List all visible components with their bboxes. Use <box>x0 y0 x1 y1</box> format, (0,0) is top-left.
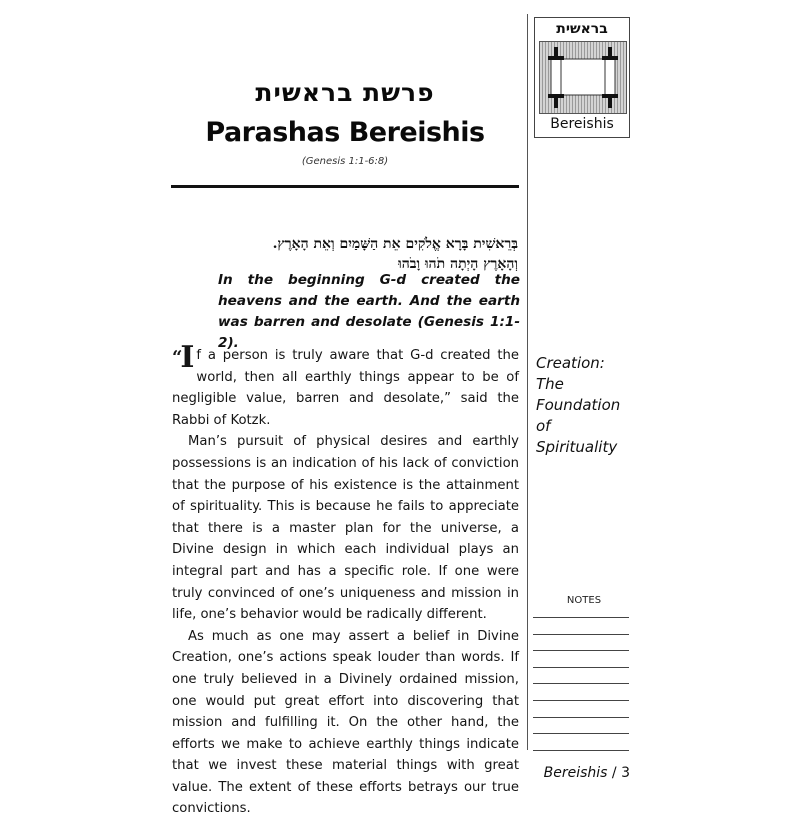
hebrew-verse-line-2: וְהָאָרֶץ הָיְתָה תֹהוּ וָבֹהוּ <box>398 256 518 272</box>
drop-cap-letter: I <box>180 340 195 375</box>
torah-scroll-icon <box>539 41 627 114</box>
notes-line <box>533 683 629 684</box>
paragraph-1 <box>172 340 519 431</box>
margin-heading-line: Spirituality <box>536 438 618 456</box>
margin-heading-line: Creation: <box>536 354 605 372</box>
page-title: Parashas Bereishis <box>205 117 485 148</box>
parsha-badge-english: Bereishis <box>550 116 614 132</box>
page-number: 3 <box>621 765 630 781</box>
paragraph-2: Man’s pursuit of physical desires and earthly possessions is an indication of his lack of conviction that the purpose of his existence is the attainment of spirituality. This is because he fails to appreciate that there is a master plan for the universe, a Divine design in which each individual plays an integral part and has a specific role. If one were truly convinced of one’s uniqueness and mission in life, one’s behavior would be radically different. <box>172 434 519 623</box>
scripture-reference: (Genesis 1:1-6:8) <box>301 156 389 167</box>
notes-line <box>533 700 629 701</box>
verse-translation: In the beginning G-d created the heavens and the earth. And the earth was barren and desolate (Genesis 1:1-2). <box>218 272 520 351</box>
margin-heading-line: of <box>536 417 551 435</box>
body-text <box>172 340 519 820</box>
footer-separator: / <box>607 765 622 781</box>
paragraph-3: As much as one may assert a belief in Divine Creation, one’s actions speak louder than words. If one truly believed in a Divinely ordained mission, one would put great effort into discovering that mission and fulfilling it. On the other hand, the efforts we make to achieve earthly things indicate that we invest these material things with great value. The extent of these efforts betrays our true convictions. <box>172 628 519 817</box>
drop-cap <box>172 340 195 375</box>
notes-line <box>533 667 629 668</box>
parsha-badge <box>534 17 630 138</box>
notes-label: NOTES <box>566 595 602 606</box>
opening-quote: “ <box>172 347 181 368</box>
notes-line <box>533 634 629 635</box>
hebrew-verse <box>218 234 518 274</box>
margin-heading <box>536 353 636 458</box>
hebrew-parsha-title: פרשת בראשית <box>255 78 435 107</box>
notes-line <box>533 733 629 734</box>
margin-heading-line: Foundation <box>536 396 621 414</box>
notes-line <box>533 650 629 651</box>
notes-line <box>533 717 629 718</box>
notes-line <box>533 750 629 751</box>
hebrew-verse-line-1: בְּרֵאשִׁית בָּרָא אֱלֹקִים אֵת הַשָּׁמַיִם וְאֵת הָאָרֶץ. <box>272 236 518 252</box>
notes-line <box>533 617 629 618</box>
title-divider <box>171 185 519 188</box>
margin-divider <box>527 14 528 750</box>
parsha-badge-hebrew: בראשית <box>556 21 608 37</box>
notes-lines <box>533 617 629 766</box>
page-footer <box>540 765 630 781</box>
margin-heading-line: The <box>536 375 564 393</box>
running-head: Bereishis <box>543 765 608 781</box>
paragraph-1-text: f a person is truly aware that G-d created the world, then all earthly things appear to be of negligible value, barren and desolate,” said the Rabbi of Kotzk. <box>172 348 519 428</box>
